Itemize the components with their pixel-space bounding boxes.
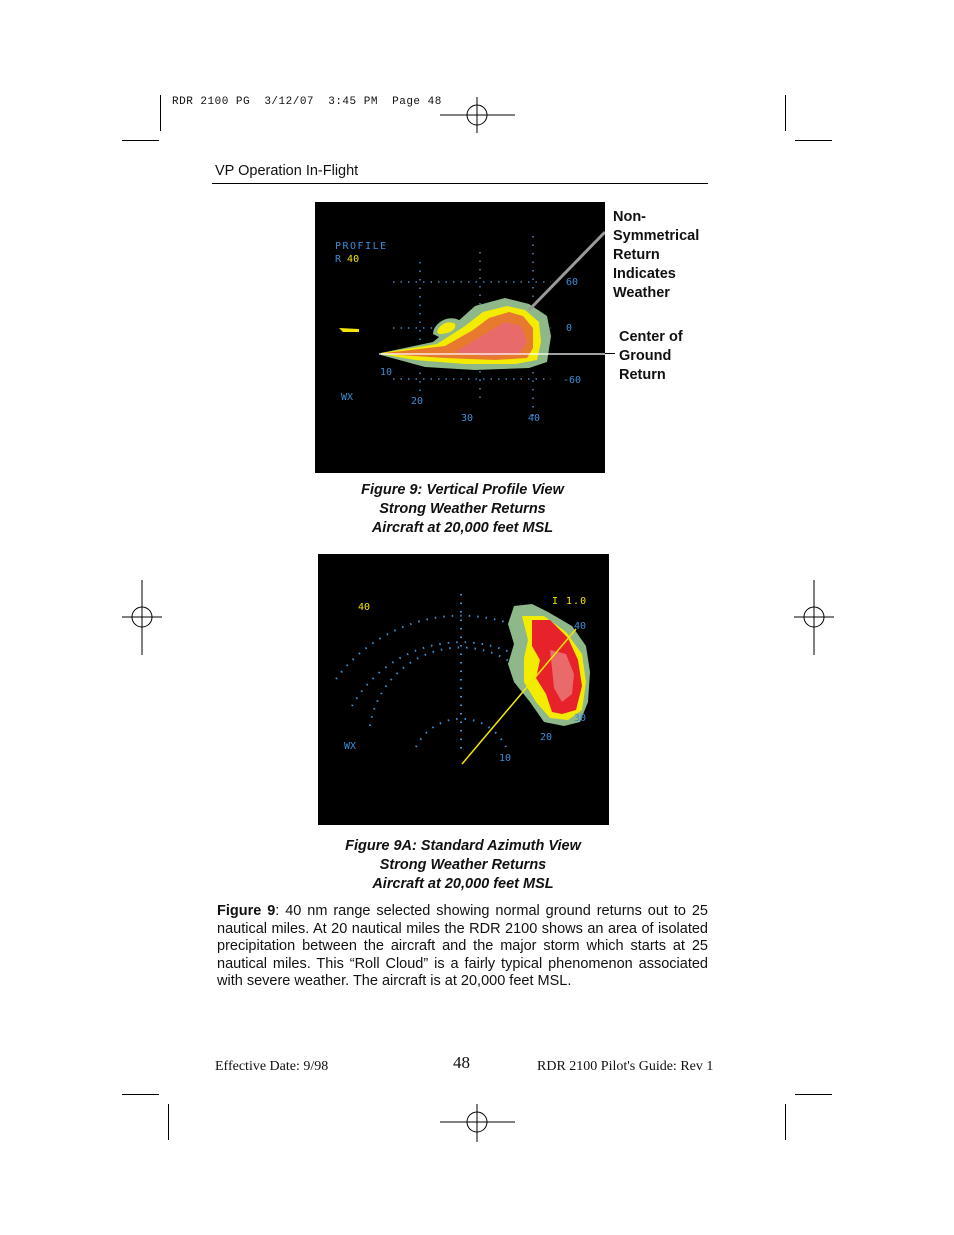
alt-label-zero: 0 — [566, 323, 573, 334]
azimuth-wx-label: WX — [344, 741, 357, 752]
arc-label-30: 30 — [574, 713, 587, 724]
registration-mark-right — [794, 580, 834, 656]
body-lead: Figure 9 — [217, 903, 276, 919]
azimuth-range-label: 40 — [358, 602, 371, 613]
range-value: 40 — [347, 254, 360, 265]
figure-9a-radar-screen — [318, 554, 609, 825]
registration-mark-bottom — [440, 1104, 516, 1144]
registration-mark-top — [440, 95, 516, 135]
range-tick-40: 40 — [528, 413, 541, 424]
range-tick-30: 30 — [461, 413, 474, 424]
callout-center-ground-return: Center of Ground Return — [619, 329, 683, 383]
range-tick-20: 20 — [411, 396, 424, 407]
wx-mode-label: WX — [341, 392, 354, 403]
callout-non-symmetrical: Non- Symmetrical Return Indicates Weather — [613, 209, 700, 301]
range-tick-10: 10 — [380, 367, 393, 378]
callout-leader-line — [605, 353, 615, 354]
header-rule — [212, 183, 708, 184]
arc-label-20: 20 — [540, 732, 553, 743]
page-number: 48 — [453, 1053, 470, 1072]
print-slug: RDR 2100 PG 3/12/07 3:45 PM Page 48 — [172, 96, 442, 108]
alt-label-minus60: -60 — [563, 375, 582, 386]
body-text: : 40 nm range selected showing normal ground returns out to 25 nautical miles. At 20 nautical miles the RDR 2100 shows an area of isolated precipitation between the aircraft and the major storm which starts at 25 nautical miles. This “Roll Cloud” is a fairly typical phenomenon associated with severe weather. The aircraft is at 20,000 feet MSL. — [217, 903, 708, 989]
tilt-label: I 1.0 — [552, 596, 588, 607]
running-head: VP Operation In-Flight — [215, 163, 359, 179]
arc-label-40: 40 — [574, 621, 587, 632]
body-paragraph — [217, 903, 708, 991]
profile-mode-label: PROFILE — [335, 241, 388, 252]
figure-9a-caption: Figure 9A: Standard Azimuth View Strong Weather Returns Aircraft at 20,000 feet MSL — [345, 838, 581, 892]
registration-mark-left — [122, 580, 162, 656]
footer-effective-date: Effective Date: 9/98 — [215, 1059, 329, 1074]
range-label: R 40 — [335, 254, 360, 265]
figure-9-caption: Figure 9: Vertical Profile View Strong Weather Returns Aircraft at 20,000 feet MSL — [361, 482, 564, 536]
alt-label-plus60: 60 — [566, 277, 579, 288]
footer-guide-title: RDR 2100 Pilot's Guide: Rev 1 — [537, 1059, 714, 1074]
figure-9-radar-screen — [315, 202, 605, 473]
arc-label-10: 10 — [499, 753, 512, 764]
